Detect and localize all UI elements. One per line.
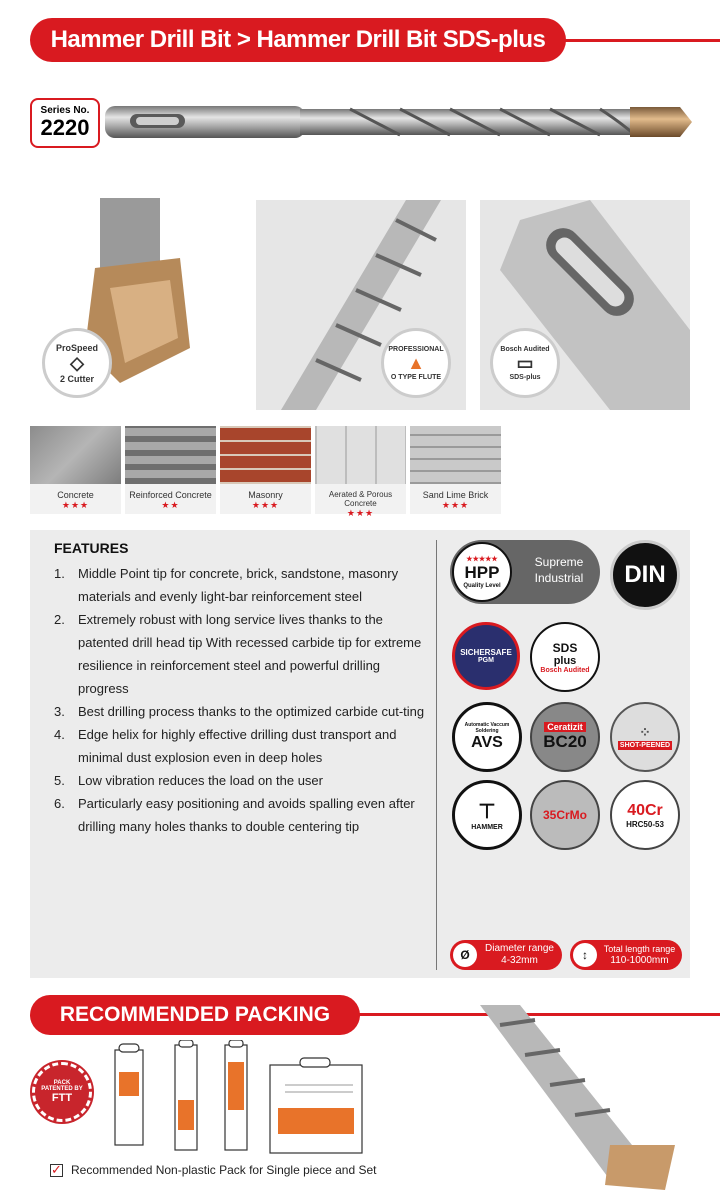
shot-peened-icon: ⁘ — [639, 724, 651, 740]
feature-item — [54, 700, 434, 723]
cutter-icon: ◇ — [70, 352, 84, 373]
shot-peened-badge — [610, 702, 680, 772]
feature-text: Extremely robust with long service lives thanks to the patented drill head tip With recessed carbide tip for extreme resilience in reinforcement steel and powerful drilling progress — [78, 612, 422, 696]
sand-lime-brick-texture — [410, 426, 501, 484]
reinforced-concrete-texture — [125, 426, 216, 484]
stamp-ftt: FTT — [51, 1092, 73, 1104]
material-reinforced-concrete — [125, 426, 216, 514]
hammer-badge — [452, 780, 522, 850]
checkbox-icon: ✓ — [51, 1161, 62, 1177]
packing-title: RECOMMENDED PACKING — [30, 995, 360, 1035]
material-sand-lime-brick — [410, 426, 501, 514]
material-rating: ★★★ — [61, 500, 90, 510]
feature-number: 3. — [54, 704, 65, 719]
features-title: FEATURES — [54, 540, 129, 556]
feature-item — [54, 769, 434, 792]
din-badge: DIN — [610, 540, 680, 610]
diameter-label: Diameter range — [485, 943, 554, 954]
feature-number: 6. — [54, 796, 65, 811]
masonry-texture — [220, 426, 311, 484]
shot-peened-label: SHOT-PEENED — [619, 742, 671, 749]
patent-stamp-icon — [32, 1062, 92, 1122]
packing-note-text: Recommended Non-plastic Pack for Single piece and Set — [71, 1163, 377, 1177]
diameter-value: 4-32mm — [501, 955, 538, 966]
hrc-label: HRC50-53 — [626, 819, 664, 829]
sds-label: SDS — [552, 640, 578, 655]
sichersafe-label: SICHERSAFE — [460, 648, 512, 657]
packing-boxes-illustration — [105, 1040, 365, 1155]
material-rating: ★★★ — [441, 500, 470, 510]
length-range-pill — [570, 940, 682, 970]
material-masonry — [220, 426, 311, 514]
hpp-stars: ★★★★★ — [466, 556, 498, 563]
material-rating: ★★★ — [251, 500, 280, 510]
feature-text: Particularly easy positioning and avoids spalling even after drilling many holes thanks to double centering tip — [78, 796, 415, 834]
bosch-audited-label: Bosch Audited — [500, 345, 550, 353]
flute-label-bottom: O TYPE FLUTE — [390, 373, 442, 381]
feature-text: Edge helix for highly effective drilling dust transport and minimal dust explosion even in deep holes — [78, 727, 397, 765]
material-rating: ★★★ — [346, 508, 375, 518]
flute-badge — [381, 328, 451, 398]
header-divider — [560, 39, 720, 42]
material-name: Concrete — [57, 490, 94, 500]
diameter-text — [477, 943, 562, 967]
sichersafe-badge — [452, 622, 520, 690]
prospeed-badge — [42, 328, 112, 398]
diameter-range-pill — [450, 940, 562, 970]
carbide-tip-photo — [30, 198, 242, 410]
40cr-label: 40Cr — [627, 801, 663, 819]
hpp-circle — [452, 542, 512, 602]
feature-number: 4. — [54, 727, 65, 742]
avs-label: AVS — [471, 734, 503, 751]
material-aerated-concrete — [315, 426, 406, 518]
shank-icon: ▭ — [516, 352, 534, 373]
bosch-audited-badge — [490, 328, 560, 398]
features-divider — [436, 540, 437, 970]
length-label: Total length range — [603, 944, 676, 954]
packing-note — [50, 1163, 377, 1177]
hpp-main: HPP — [464, 563, 500, 582]
avs-ring-text: Automatic Vaccum Soldering — [464, 722, 510, 734]
length-value: 110-1000mm — [610, 955, 669, 966]
40cr-badge — [610, 780, 680, 850]
hammer-label: HAMMER — [471, 824, 503, 831]
material-rating: ★★ — [161, 500, 180, 510]
feature-number: 1. — [54, 566, 65, 581]
material-name: Reinforced Concrete — [129, 490, 212, 500]
flute-icon: ▲ — [407, 352, 425, 373]
drill-tip-illustration — [480, 1005, 710, 1195]
hammer-icon: ⊤ — [478, 801, 496, 823]
plus-label: plus — [553, 654, 577, 667]
bc20-label: BC20 — [543, 732, 587, 751]
feature-text: Low vibration reduces the load on the user — [78, 773, 323, 788]
stamp-patented: PATENTED BY — [41, 1086, 83, 1092]
pgm-label: PGM — [478, 657, 494, 664]
feature-number: 2. — [54, 612, 65, 627]
feature-item — [54, 792, 434, 838]
bosch-label: Bosch Audited — [540, 666, 590, 674]
feature-item — [54, 608, 434, 700]
sds-plus-badge — [530, 622, 600, 692]
series-number: 2220 — [40, 115, 90, 140]
diameter-icon: Ø — [453, 943, 477, 967]
length-text — [597, 943, 682, 967]
cutter-label: 2 Cutter — [59, 373, 94, 384]
ceratizit-label: Ceratizit — [544, 722, 586, 732]
stamp-pack: PACK — [53, 1080, 71, 1086]
feature-item — [54, 723, 434, 769]
aerated-concrete-texture — [315, 426, 406, 484]
sds-plus-label: SDS-plus — [509, 373, 541, 381]
feature-text: Middle Point tip for concrete, brick, sandstone, masonry materials and evenly light-bar reinforcement steel — [78, 566, 399, 604]
flute-photo — [256, 200, 466, 410]
hpp-badge — [450, 540, 600, 604]
series-badge — [30, 98, 100, 148]
material-name: Masonry — [248, 490, 283, 500]
feature-item — [54, 562, 434, 608]
drill-bit-image — [100, 100, 695, 146]
prospeed-label: ProSpeed — [55, 342, 98, 353]
ceratizit-badge — [530, 702, 600, 772]
material-concrete — [30, 426, 121, 514]
sds-shank-photo — [480, 200, 690, 410]
avs-badge — [452, 702, 522, 772]
flute-label-top: PROFESSIONAL — [388, 345, 444, 353]
series-label: Series No. — [40, 105, 90, 116]
concrete-texture — [30, 426, 121, 484]
material-name: Sand Lime Brick — [422, 490, 489, 500]
features-list — [54, 562, 434, 838]
page-title: Hammer Drill Bit > Hammer Drill Bit SDS-plus — [30, 18, 566, 62]
hpp-side-text: Supreme Industrial — [534, 555, 584, 585]
hpp-sub: Quality Level — [463, 583, 501, 589]
feature-text: Best drilling process thanks to the optimized carbide cut-ting — [78, 704, 425, 719]
length-icon: ↕ — [573, 943, 597, 967]
35crmo-badge — [530, 780, 600, 850]
35crmo-label: 35CrMo — [542, 808, 587, 822]
material-name: Aerated & Porous Concrete — [328, 490, 393, 508]
feature-number: 5. — [54, 773, 65, 788]
